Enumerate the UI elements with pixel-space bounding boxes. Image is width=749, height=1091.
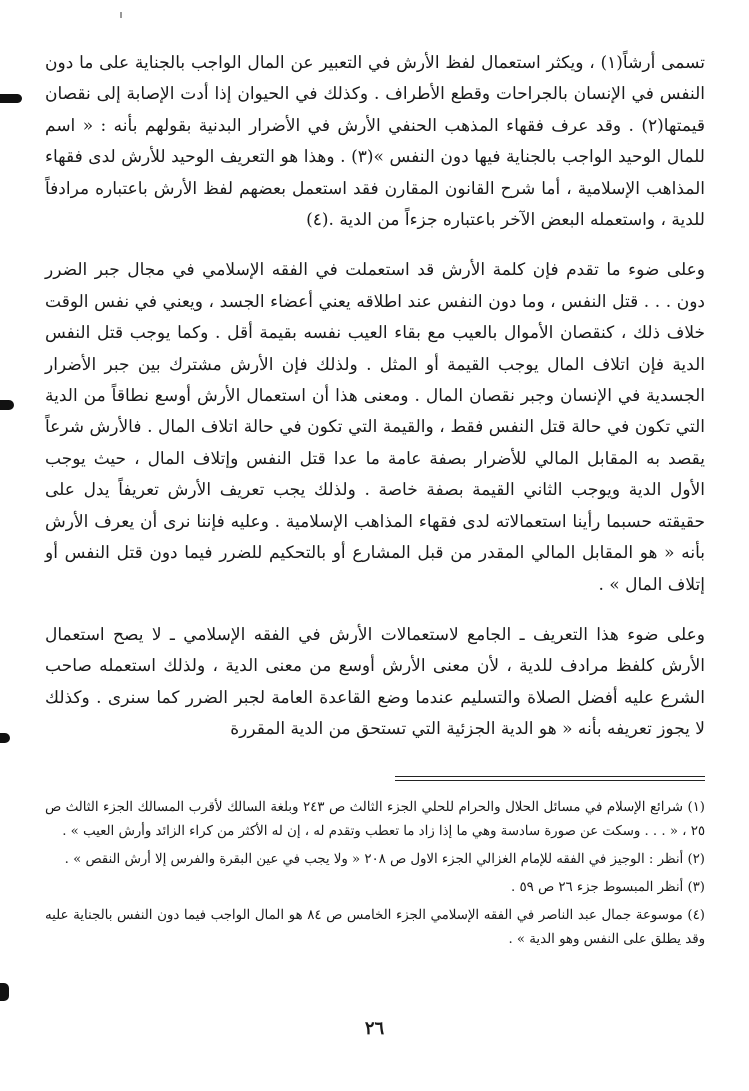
paragraph-2: وعلى ضوء ما تقدم فإن كلمة الأرش قد استعملت في الفقه الإسلامي في مجال جبر الضرر دون . . . قتل النفس ، وما دون النفس عند اطلاقه يعني أعضاء الجسد ، ويعني في نفس الوقت خلاف ذلك ، كنقصان الأموال بالعيب مع بقاء العيب نفسه بقيمة أقل . وكما يوجب قتل النفس الدية فإن اتلاف المال يوجب القيمة أو المثل . ولذلك فإن الأرش مشترك بين جبر الأضرار الجسدية في الإنسان وجبر نقصان المال . ومعنى هذا أن استعمال الأرش أوسع نطاقاً من الدية التي تكون في حالة قتل النفس فقط ، والقيمة التي تكون في حالة اتلاف المال . فالأرش شرعاً يقصد به المقابل المالي للأضرار بصفة عامة ما عدا قتل النفس وإتلاف المال ، حيث يوجب الأول الدية ويوجب الثاني القيمة بصفة خاصة . ولذلك يجب تعريف الأرش تعريفاً يدل على حقيقته حسبما رأينا استعمالاته لدى فقهاء المذاهب الإسلامية . وعليه فإننا نرى أن يعرف الأرش بأنه « هو المقابل المالي المقدر من قبل المشارع أو بالتحكيم للضرر فيما دون قتل النفس أو إتلاف المال » .: [45, 260, 705, 595]
footnote-1: (١) شرائع الإسلام في مسائل الحلال والحرام للحلي الجزء الثالث ص ٢٤٣ وبلغة السالك لأقرب المسالك الجزء الثالث ص ٢٥ ، « . . . وسكت عن صورة سادسة وهي ما إذا زاد ما تعطب وتقدم له ، إن له الأكثر من كراء الزائد وأرش العيب » .: [45, 800, 705, 839]
footnote-3: (٣) أنظر المبسوط جزء ٢٦ ص ٥٩ .: [511, 880, 705, 895]
footnote-4: (٤) موسوعة جمال عبد الناصر في الفقه الإسلامي الجزء الخامس ص ٨٤ هو المال الواجب فيما دون النفس بالجناية عليه وقد يطلق على النفس وهو الدية » .: [45, 908, 705, 947]
paragraph-1: تسمى أرشاً‏(١) ، ويكثر استعمال لفظ الأرش في التعبير عن المال الواجب بالجناية على ما دون النفس في الإنسان بالجراحات وقطع الأطراف . وكذلك في الحيوان إذا أدت الإصابة إلى نقصان قيمتها‏(٢) . وقد عرف فقهاء المذهب الحنفي الأرش في الأضرار البدنية بقولهم بأنه : « اسم للمال الوحيد الواجب بالجناية فيها دون النفس »‏(٣) . وهذا هو التعريف الوحيد للأرش لدى فقهاء المذاهب الإسلامية ، أما شرح القانون المقارن فقد استعمل بعضهم لفظ الأرش باعتباره مرادفاً للدية ، واستعمله البعض الآخر باعتباره جزءاً من الدية .‏(٤): [45, 53, 705, 231]
separator-line-top: [395, 776, 705, 777]
paragraph-3: وعلى ضوء هذا التعريف ـ الجامع لاستعمالات الأرش في الفقه الإسلامي ـ لا يصح استعمال الأرش كلفظ مرادف للدية ، لأن معنى الأرش أوسع من معنى الدية ، ولذلك استعمله صاحب الشرع عليه أفضل الصلاة والتسليم عندما وضع القاعدة العامة لجبر الضرر كما سنرى . وكذلك لا يجوز تعريفه بأنه « هو الدية الجزئية التي تستحق من الدية المقررة: [45, 624, 705, 740]
binding-mark: [0, 400, 14, 410]
separator-line-bottom: [395, 780, 705, 781]
binding-mark: [0, 983, 9, 1001]
footnote-separator: [45, 776, 705, 783]
binding-mark: [0, 94, 22, 103]
scan-speck: [120, 12, 122, 18]
footnotes: [45, 796, 705, 956]
binding-mark: [0, 733, 10, 743]
page-number: ٢٦: [364, 1018, 385, 1039]
body-text: [45, 48, 705, 746]
footnote-2: (٢) أنظر : الوجيز في الفقه للإمام الغزالي الجزء الاول ص ٢٠٨ « ولا يجب في عين البقرة والفرس إلا أرش النقص » .: [64, 852, 705, 867]
